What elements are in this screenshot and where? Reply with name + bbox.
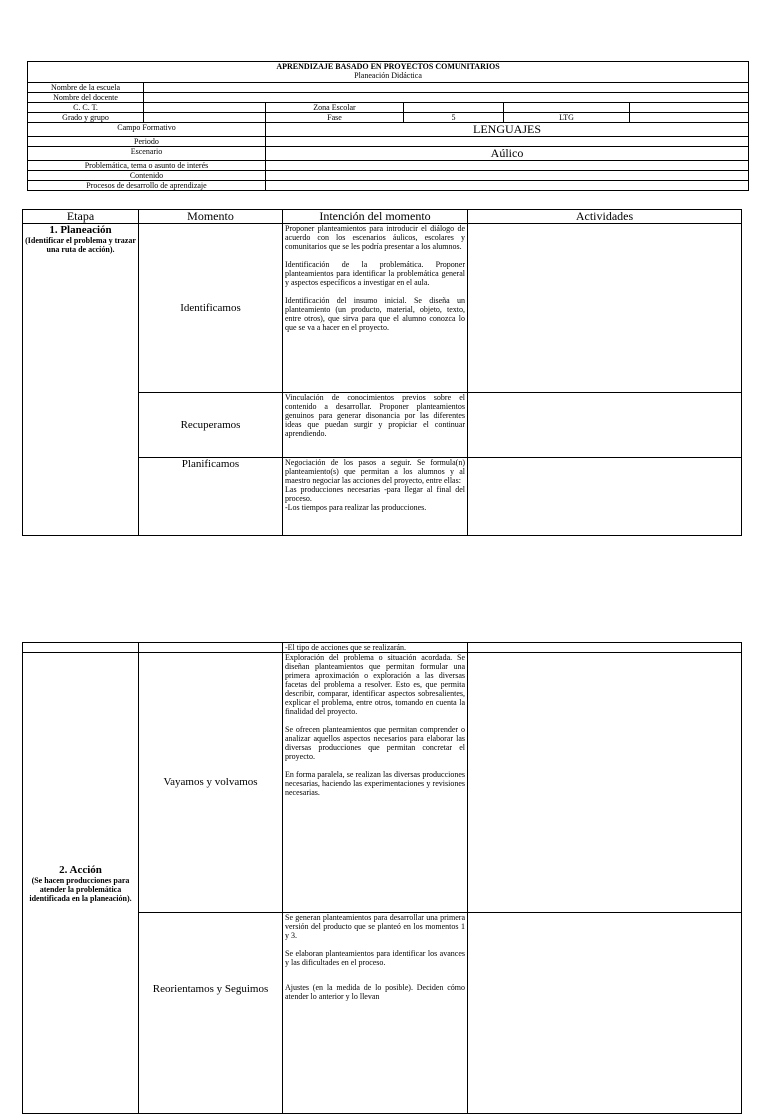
table-row <box>23 224 742 393</box>
plan-table-continued <box>22 642 742 1114</box>
moment-cell: Planificamos <box>139 458 283 536</box>
zone-extra-field <box>504 103 630 113</box>
moment-cell: Vayamos y volvamos <box>139 653 283 913</box>
column-header: Momento <box>139 210 283 224</box>
content-label: Contenido <box>28 171 266 181</box>
stage-cell <box>23 653 139 1114</box>
column-header: Etapa <box>23 210 139 224</box>
activities-cell <box>468 913 742 1114</box>
activities-cell <box>468 224 742 393</box>
stage-title: 1. Planeación <box>49 224 112 236</box>
plan-table <box>22 209 742 536</box>
table-row <box>23 653 742 913</box>
field-label: Campo Formativo <box>28 123 266 137</box>
teacher-label: Nombre del docente <box>28 93 144 103</box>
zone-field <box>404 103 504 113</box>
intention-cell: Negociación de los pasos a seguir. Se formula(n) planteamiento(s) que permitan a los alumnos y al maestro negociar las acciones del proyecto, entre ellas: Las producciones necesarias -para llegar al final del proceso. -Los tiempos para realizar las producciones. <box>283 458 468 536</box>
moment-cell: Identificamos <box>139 224 283 393</box>
ltg-field <box>630 113 749 123</box>
intention-cell <box>283 913 468 1114</box>
stage-title: 2. Acción <box>59 863 102 876</box>
column-header: Intención del momento <box>283 210 468 224</box>
intention-paragraph: Se ofrecen planteamientos que permitan comprender o analizar aquellos aspectos necesarios para elaborar las diversas producciones que permitan concretar el proyecto. <box>285 725 465 761</box>
problem-label: Problemática, tema o asunto de interés <box>28 161 266 171</box>
process-label: Procesos de desarrollo de aprendizaje <box>28 181 266 191</box>
stage-cell <box>23 224 139 536</box>
intention-paragraph: Se generan planteamientos para desarrollar una primera versión del producto que se planteó en los momentos 1 y 3. <box>285 913 465 940</box>
table-row <box>23 643 742 653</box>
cct-label: C. C. T. <box>28 103 144 113</box>
stage-description: (Se hacen producciones para atender la problemática identificada en la planeación). <box>29 875 132 903</box>
header-title-cell <box>28 62 749 83</box>
grade-field <box>144 113 266 123</box>
intention-paragraph: En forma paralela, se realizan las diversas producciones necesarias, haciendo las experimentaciones y revisiones necesarias. <box>285 770 465 797</box>
period-label: Periodo <box>28 137 266 147</box>
intention-paragraph: Ajustes (en la medida de lo posible). Deciden cómo atender lo anterior y lo llevan <box>285 983 465 1001</box>
process-field <box>266 181 749 191</box>
activities-cell <box>468 643 742 653</box>
moment-cell: Reorientamos y Seguimos <box>139 913 283 1114</box>
problem-field <box>266 161 749 171</box>
ltg-label: LTG <box>504 113 630 123</box>
intention-paragraph: Se elaboran planteamientos para identificar los avances y las dificultades en el proceso. <box>285 949 465 967</box>
school-field <box>144 83 749 93</box>
intention-cell <box>283 653 468 913</box>
period-field <box>266 137 749 147</box>
intention-paragraph: Vinculación de conocimientos previos sobre el contenido a desarrollar. Proponer planteamientos genuinos para generar disonancia por las diferentes ideas que puedan surgir y propiciar el continuar aprendiendo. <box>285 393 465 438</box>
plan-table-header <box>23 210 742 224</box>
intention-paragraph: Proponer planteamientos para introducir el diálogo de acuerdo con los escenarios áulicos, escolares y comunitarios que se les podría presentar a los alumnos. <box>285 224 465 251</box>
column-header: Actividades <box>468 210 742 224</box>
page-title: APRENDIZAJE BASADO EN PROYECTOS COMUNITARIOS <box>276 62 500 71</box>
activities-cell <box>468 458 742 536</box>
field-value: LENGUAJES <box>266 123 749 137</box>
intention-paragraph: Identificación del insumo inicial. Se diseña un planteamiento (un producto, material, objeto, texto, entre otros), que sirva para que el alumno conozca lo que se va a hacer en el proyecto. <box>285 296 465 332</box>
page-subtitle: Planeación Didáctica <box>354 71 422 80</box>
teacher-field <box>144 93 749 103</box>
moment-cell: Recuperamos <box>139 393 283 458</box>
zone-label: Zona Escolar <box>266 103 404 113</box>
moment-cell <box>139 643 283 653</box>
intention-cell <box>283 393 468 458</box>
grade-label: Grado y grupo <box>28 113 144 123</box>
phase-value: 5 <box>404 113 504 123</box>
header-table <box>27 61 749 191</box>
intention-paragraph: Exploración del problema o situación acordada. Se diseñan planteamientos que permitan formular una primera aproximación o exploración a las diversas facetas del problema a resolver. Esto es, que permita describir, comparar, identificar aspectos sobresalientes, explicar el problema, entre otros, tomando en cuenta la finalidad del proyecto. <box>285 653 465 716</box>
zone-extra-field-2 <box>630 103 749 113</box>
intention-cell <box>283 224 468 393</box>
content-field <box>266 171 749 181</box>
phase-label: Fase <box>266 113 404 123</box>
stage-description: (Identificar el problema y trazar una ruta de acción). <box>25 236 136 254</box>
activities-cell <box>468 653 742 913</box>
scenario-label: Escenario <box>28 147 266 161</box>
intention-paragraph: Identificación de la problemática. Proponer planteamientos para identificar la problemática general y aspectos específicos a investigar en el aula. <box>285 260 465 287</box>
cct-field <box>144 103 266 113</box>
stage-cell <box>23 643 139 653</box>
activities-cell <box>468 393 742 458</box>
intention-cell: -El tipo de acciones que se realizarán. <box>283 643 468 653</box>
school-label: Nombre de la escuela <box>28 83 144 93</box>
scenario-value: Aúlico <box>266 147 749 161</box>
